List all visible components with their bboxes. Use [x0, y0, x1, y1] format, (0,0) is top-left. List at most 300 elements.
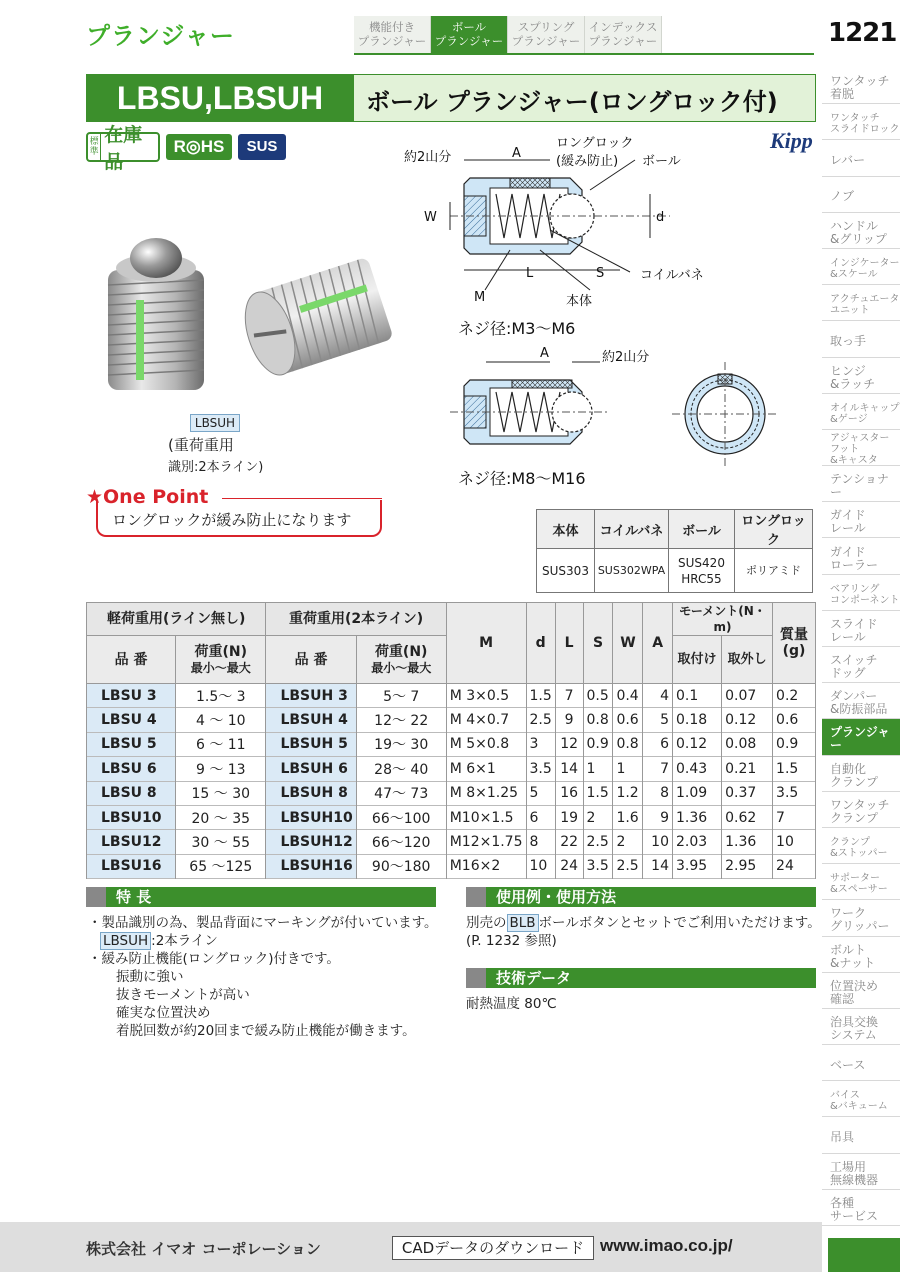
load-label: 荷重(N)	[374, 643, 428, 660]
tab-label: スプリング	[517, 20, 575, 34]
sidebar-item[interactable]	[822, 1117, 900, 1153]
spec-cell-l1: 15 〜 30	[176, 781, 266, 805]
sidebar-item-label: &スケール	[830, 269, 878, 281]
spec-row	[87, 684, 816, 708]
lbsuh-identification: 識別:2本ライン)	[168, 460, 264, 475]
spec-cell-g: 24	[773, 854, 816, 878]
col-M: M	[446, 603, 526, 684]
sidebar-item-label: クランプ	[830, 837, 870, 849]
material-header: ボール	[669, 510, 735, 549]
material-header: 本体	[537, 510, 595, 549]
features-heading: 特 長	[86, 887, 436, 907]
sidebar-item[interactable]	[822, 1154, 900, 1190]
sidebar-item-label: ワーク	[830, 906, 867, 921]
one-point-line	[222, 498, 382, 499]
material-header: ロングロック	[735, 510, 813, 549]
cad-download-link[interactable]: CADデータのダウンロード	[392, 1236, 594, 1260]
stock-badge	[86, 124, 160, 173]
sidebar-item-label: 着脱	[830, 87, 855, 102]
usage-pre: 別売の	[466, 915, 507, 931]
sidebar-item-label: ダンパー	[830, 689, 878, 704]
col-A: A	[643, 603, 673, 684]
spec-cell-S: 1	[583, 757, 613, 781]
sidebar-item[interactable]	[822, 140, 900, 176]
spec-cell-mr: 2.95	[722, 854, 773, 878]
spec-row	[87, 830, 816, 854]
material-value-ball	[669, 549, 735, 593]
sidebar-item-label: &防振部品	[830, 702, 888, 717]
spec-cell-W: 0.8	[613, 732, 643, 756]
sidebar-item-label: ガイド	[830, 508, 866, 523]
usage-body	[466, 914, 826, 950]
load-range-label: 最小〜最大	[371, 660, 432, 675]
sidebar-item-label: &ラッチ	[830, 376, 876, 391]
spec-cell-p2: LBSUH16	[266, 854, 356, 878]
usage-heading: 使用例・使用方法	[466, 887, 816, 907]
spec-cell-mt: 1.09	[673, 781, 722, 805]
sidebar-item[interactable]	[822, 828, 900, 864]
spec-cell-l2: 19〜 30	[356, 732, 446, 756]
sidebar-item[interactable]	[822, 466, 900, 502]
sidebar-item-label: ボルト	[830, 942, 867, 957]
spec-cell-mr: 0.08	[722, 732, 773, 756]
sus-badge: SUS	[238, 134, 286, 160]
sidebar-item-label: ハンドル	[830, 218, 879, 233]
sidebar-item-label: &バキューム	[830, 1101, 888, 1113]
spec-cell-mr: 0.21	[722, 757, 773, 781]
feature-line: ・製品識別の為、製品背面にマーキングが付いています。	[88, 915, 438, 931]
sidebar-item-label: プランジャー	[830, 725, 890, 753]
spec-cell-A: 14	[643, 854, 673, 878]
sidebar-item[interactable]	[822, 394, 900, 430]
sidebar-item-label: グリッパー	[830, 919, 890, 934]
spec-cell-l1: 6 〜 11	[176, 732, 266, 756]
usage-ref: (P. 1232 参照)	[466, 933, 557, 949]
technical-drawing	[400, 130, 780, 500]
tabs-underline	[354, 53, 814, 55]
spec-cell-p1: LBSU12	[87, 830, 176, 854]
label-longlock: ロングロック	[556, 136, 634, 151]
spec-cell-mr: 0.07	[722, 684, 773, 708]
sidebar-item-label: ベアリング	[830, 583, 880, 595]
tab-ball-plunger[interactable]	[431, 16, 508, 54]
spec-cell-d: 8	[526, 830, 555, 854]
spec-cell-mt: 0.18	[673, 708, 722, 732]
feature-sub: 着脱回数が約20回まで緩み防止機能が働きます。	[116, 1023, 416, 1039]
spec-cell-A: 7	[643, 757, 673, 781]
spec-cell-g: 0.9	[773, 732, 816, 756]
spec-cell-A: 5	[643, 708, 673, 732]
kipp-logo: Kipp	[770, 128, 813, 153]
sidebar-item-label: 無線機器	[830, 1172, 879, 1187]
thread-range-large: ネジ径:M8〜M16	[458, 469, 586, 488]
product-photo	[96, 230, 396, 420]
col-load-light	[176, 636, 266, 684]
sidebar-item[interactable]	[822, 321, 900, 357]
spec-cell-L: 16	[555, 781, 583, 805]
spec-cell-mr: 1.36	[722, 830, 773, 854]
sidebar-item-label: 取っ手	[830, 333, 867, 348]
spec-cell-d: 2.5	[526, 708, 555, 732]
spec-cell-p1: LBSU 4	[87, 708, 176, 732]
sidebar-item[interactable]	[822, 177, 900, 213]
spec-cell-L: 24	[555, 854, 583, 878]
sidebar-item-label: ワンタッチ	[830, 113, 880, 125]
dim-A-large: A	[540, 346, 549, 361]
spec-cell-p2: LBSUH 8	[266, 781, 356, 805]
sidebar-item[interactable]	[822, 1009, 900, 1045]
sidebar-item[interactable]	[822, 973, 900, 1009]
spec-cell-M: M 8×1.25	[446, 781, 526, 805]
sidebar-item-label: &ゲージ	[830, 413, 868, 425]
sidebar-item-label: レール	[830, 521, 866, 536]
spec-cell-L: 7	[555, 684, 583, 708]
sidebar-item-label: フット	[830, 444, 860, 456]
features-body	[88, 914, 458, 1040]
tech-text: 耐熱温度 80℃	[466, 996, 557, 1012]
spec-row	[87, 708, 816, 732]
sidebar-item-label: ベース	[830, 1057, 866, 1072]
spec-cell-p1: LBSU 6	[87, 757, 176, 781]
sidebar-item[interactable]	[822, 611, 900, 647]
col-moment-remove: 取外し	[722, 636, 773, 684]
feature-sub: 抜きモーメントが高い	[116, 987, 250, 1003]
page-number: 1221	[828, 18, 897, 48]
sidebar-item-label: ワンタッチ	[830, 74, 890, 89]
spec-cell-S: 2	[583, 805, 613, 829]
spec-cell-l2: 47〜 73	[356, 781, 446, 805]
spec-cell-S: 1.5	[583, 781, 613, 805]
sidebar-item-label: ノブ	[830, 189, 855, 204]
stock-label: 在庫品	[104, 124, 143, 173]
spec-cell-l2: 12〜 22	[356, 708, 446, 732]
spec-cell-W: 0.6	[613, 708, 643, 732]
light-load-header: 軽荷重用(ライン無し)	[87, 603, 266, 636]
spec-cell-W: 2	[613, 830, 643, 854]
category-title: プランジャー	[86, 22, 235, 50]
spec-cell-A: 8	[643, 781, 673, 805]
standard-label: 標準	[88, 134, 101, 160]
col-part-light: 品 番	[87, 636, 176, 684]
feature-sub: 確実な位置決め	[116, 1005, 211, 1021]
spec-cell-p2: LBSUH 4	[266, 708, 356, 732]
sidebar-item-label: バイス	[830, 1090, 860, 1102]
dim-thread-count-large: 約2山分	[602, 350, 650, 365]
tab-index-plunger[interactable]	[585, 16, 662, 54]
spec-cell-g: 3.5	[773, 781, 816, 805]
usage-post: ボールボタンとセットでご利用いただけます。	[538, 915, 821, 931]
spec-cell-mr: 0.37	[722, 781, 773, 805]
sidebar-item[interactable]	[822, 937, 900, 973]
spec-cell-W: 2.5	[613, 854, 643, 878]
feature-line: ・緩み防止機能(ロングロック)付きです。	[88, 951, 340, 967]
spec-cell-L: 19	[555, 805, 583, 829]
sidebar-item-label: &スペーサー	[830, 884, 888, 896]
spec-row	[87, 732, 816, 756]
sidebar-item-label: クランプ	[830, 810, 879, 825]
sidebar-item[interactable]	[822, 575, 900, 611]
sidebar-item[interactable]	[822, 285, 900, 321]
sidebar-item[interactable]	[822, 647, 900, 683]
usage-tag[interactable]: BLB	[507, 914, 539, 932]
sidebar-nav	[822, 68, 900, 1226]
col-load-heavy	[356, 636, 446, 684]
spec-cell-p2: LBSUH 6	[266, 757, 356, 781]
spec-cell-A: 4	[643, 684, 673, 708]
sidebar-item[interactable]	[822, 756, 900, 792]
spec-cell-M: M12×1.75	[446, 830, 526, 854]
mass-label: 質量	[780, 627, 809, 643]
spec-cell-g: 0.6	[773, 708, 816, 732]
sidebar-bottom-block	[828, 1238, 900, 1272]
col-L: L	[555, 603, 583, 684]
spec-cell-mt: 0.43	[673, 757, 722, 781]
spec-cell-d: 3	[526, 732, 555, 756]
mass-unit: (g)	[782, 643, 806, 659]
company-logo: 株式会社 イマオ コーポレーション	[86, 1240, 321, 1258]
spec-cell-l2: 66〜100	[356, 805, 446, 829]
spec-cell-l2: 90〜180	[356, 854, 446, 878]
lbsuh-tag: LBSUH	[190, 414, 240, 432]
material-value: SUS303	[537, 549, 595, 593]
sidebar-item[interactable]	[822, 502, 900, 538]
drawing-small	[450, 160, 670, 290]
sidebar-item-label: 工場用	[830, 1159, 867, 1174]
spec-cell-W: 1	[613, 757, 643, 781]
spec-cell-mr: 0.12	[722, 708, 773, 732]
sidebar-item-label: システム	[830, 1027, 877, 1042]
sidebar-item-label: 治具交換	[830, 1014, 879, 1029]
sidebar-item[interactable]	[822, 1045, 900, 1081]
col-d: d	[526, 603, 555, 684]
sidebar-item[interactable]	[822, 1081, 900, 1117]
spec-cell-g: 0.2	[773, 684, 816, 708]
label-body: 本体	[566, 294, 593, 309]
feature-tag-line	[88, 932, 458, 950]
col-S: S	[583, 603, 613, 684]
tab-label: プランジャー	[434, 34, 504, 48]
spec-cell-p1: LBSU16	[87, 854, 176, 878]
tab-spring-plunger[interactable]	[508, 16, 585, 54]
label-ball: ボール	[642, 154, 681, 169]
sidebar-item-label: &キャスタ	[830, 455, 878, 467]
tab-functional-plunger[interactable]	[354, 16, 431, 54]
category-tabs	[354, 16, 662, 54]
sidebar-item-label: &ストッパー	[830, 848, 888, 860]
rohs-badge: R◎HS	[166, 134, 232, 160]
spec-cell-A: 10	[643, 830, 673, 854]
usage-line	[466, 914, 826, 932]
spec-cell-A: 9	[643, 805, 673, 829]
sidebar-item-label: レバー	[830, 152, 866, 167]
sidebar-item[interactable]	[822, 249, 900, 285]
drawing-large	[450, 362, 778, 466]
sidebar-item-label: サポーター	[830, 873, 880, 885]
spec-cell-p2: LBSUH 5	[266, 732, 356, 756]
spec-cell-M: M10×1.5	[446, 805, 526, 829]
sidebar-item-label: 吊具	[830, 1130, 855, 1145]
sidebar-item[interactable]	[822, 538, 900, 574]
spec-cell-l2: 28〜 40	[356, 757, 446, 781]
spec-row	[87, 805, 816, 829]
sidebar-item-label: ローラー	[830, 557, 879, 572]
spec-cell-mt: 3.95	[673, 854, 722, 878]
material-value: ポリアミド	[735, 549, 813, 593]
sidebar-item-label: テンショナー	[830, 472, 889, 500]
material-value: SUS302WPA	[595, 549, 669, 593]
spec-cell-M: M 5×0.8	[446, 732, 526, 756]
sidebar-item[interactable]	[822, 719, 900, 755]
sidebar-item-label: コンポーネント	[830, 594, 900, 606]
tab-label: インデックス	[588, 20, 658, 34]
spec-cell-l1: 4 〜 10	[176, 708, 266, 732]
spec-cell-mt: 2.03	[673, 830, 722, 854]
feature-tag-suffix: :2本ライン	[151, 933, 218, 949]
sidebar-item[interactable]	[822, 104, 900, 140]
sidebar-item-label: ユニット	[830, 305, 870, 317]
col-moment-mount: 取付け	[673, 636, 722, 684]
spec-row	[87, 781, 816, 805]
load-label: 荷重(N)	[194, 643, 248, 660]
sidebar-item[interactable]	[822, 213, 900, 249]
sidebar-item-label: クランプ	[830, 774, 879, 789]
dim-W: W	[424, 210, 437, 225]
spec-cell-M: M16×2	[446, 854, 526, 878]
sidebar-item-label: 確認	[830, 991, 855, 1006]
sidebar-item-label: &ナット	[830, 955, 876, 970]
sidebar-item-label: オイルキャップ	[830, 402, 900, 414]
sidebar-item[interactable]	[822, 683, 900, 719]
sidebar-item-label: 自動化	[830, 761, 867, 776]
spec-cell-p1: LBSU 3	[87, 684, 176, 708]
spec-cell-S: 0.9	[583, 732, 613, 756]
spec-cell-W: 1.6	[613, 805, 643, 829]
sidebar-item[interactable]	[822, 900, 900, 936]
spec-cell-g: 1.5	[773, 757, 816, 781]
ball-material: SUS420	[678, 555, 725, 570]
sidebar-item[interactable]	[822, 1190, 900, 1226]
tab-label: 機能付き	[369, 20, 415, 34]
sidebar-item-label: アクチュエータ	[830, 294, 900, 306]
material-header: コイルバネ	[595, 510, 669, 549]
dim-A: A	[512, 146, 521, 161]
spec-cell-g: 7	[773, 805, 816, 829]
dim-thread-count: 約2山分	[404, 150, 452, 165]
product-code: LBSU,LBSUH	[86, 74, 354, 122]
spec-cell-l1: 20 〜 35	[176, 805, 266, 829]
sidebar-item-label: ドッグ	[830, 666, 866, 681]
feature-tag: LBSUH	[100, 932, 151, 950]
spec-cell-S: 2.5	[583, 830, 613, 854]
tab-label: ボール	[451, 20, 487, 34]
sidebar-item[interactable]	[822, 792, 900, 828]
thread-range-small: ネジ径:M3〜M6	[458, 319, 576, 338]
spec-cell-d: 5	[526, 781, 555, 805]
sidebar-item[interactable]	[822, 430, 900, 466]
sidebar-item-label: スライドロック	[830, 124, 900, 136]
sidebar-item-label: ワンタッチ	[830, 797, 890, 812]
spec-cell-W: 0.4	[613, 684, 643, 708]
spec-row	[87, 757, 816, 781]
spec-cell-l1: 30 〜 55	[176, 830, 266, 854]
website-link[interactable]: www.imao.co.jp/	[600, 1236, 733, 1255]
sidebar-item-label: &グリップ	[830, 231, 887, 246]
sidebar-item[interactable]	[822, 68, 900, 104]
product-name: ボール プランジャー(ロングロック付)	[366, 88, 778, 116]
spec-cell-d: 1.5	[526, 684, 555, 708]
spec-cell-mt: 1.36	[673, 805, 722, 829]
spec-cell-d: 3.5	[526, 757, 555, 781]
col-part-heavy: 品 番	[266, 636, 356, 684]
sidebar-item-label: スイッチ	[830, 653, 878, 668]
spec-cell-mt: 0.12	[673, 732, 722, 756]
spec-table	[86, 602, 816, 879]
load-range-label: 最小〜最大	[190, 660, 251, 675]
col-moment: モーメント(N・m)	[673, 603, 773, 636]
tab-label: プランジャー	[357, 34, 427, 48]
spec-cell-M: M 3×0.5	[446, 684, 526, 708]
sidebar-item-label: 各種	[830, 1195, 855, 1210]
tab-label: プランジャー	[588, 34, 658, 48]
sidebar-item[interactable]	[822, 358, 900, 394]
sidebar-item-label: スライド	[830, 616, 878, 631]
spec-cell-p2: LBSUH 3	[266, 684, 356, 708]
sidebar-item-label: インジケーター	[830, 258, 900, 270]
sidebar-item-label: レール	[830, 629, 866, 644]
spec-cell-d: 10	[526, 854, 555, 878]
spec-cell-l1: 65 〜125	[176, 854, 266, 878]
spec-cell-M: M 6×1	[446, 757, 526, 781]
spec-cell-S: 3.5	[583, 854, 613, 878]
dim-S: S	[596, 266, 605, 281]
spec-cell-l2: 66〜120	[356, 830, 446, 854]
sidebar-item-label: 位置決め	[830, 978, 879, 993]
spec-cell-L: 9	[555, 708, 583, 732]
lbsuh-description: (重荷重用	[168, 436, 234, 454]
spec-cell-M: M 4×0.7	[446, 708, 526, 732]
ball-hardness: HRC55	[681, 571, 722, 586]
dim-d: d	[656, 210, 665, 225]
tab-label: プランジャー	[511, 34, 581, 48]
sidebar-item-label: ヒンジ	[830, 363, 866, 378]
sidebar-item-label: アジャスター	[830, 433, 890, 445]
spec-cell-p1: LBSU10	[87, 805, 176, 829]
spec-cell-l1: 9 〜 13	[176, 757, 266, 781]
one-point-text: ロングロックが緩み防止になります	[112, 511, 352, 529]
label-coil-spring: コイルバネ	[640, 268, 704, 283]
spec-cell-L: 14	[555, 757, 583, 781]
spec-cell-p1: LBSU 8	[87, 781, 176, 805]
sidebar-item-label: サービス	[830, 1208, 879, 1223]
col-mass	[773, 603, 816, 684]
spec-cell-W: 1.2	[613, 781, 643, 805]
dim-L: L	[526, 266, 534, 281]
sidebar-item-label: ガイド	[830, 544, 866, 559]
sidebar-item[interactable]	[822, 864, 900, 900]
feature-sub: 振動に強い	[116, 969, 184, 985]
spec-cell-p2: LBSUH12	[266, 830, 356, 854]
spec-table-body	[87, 684, 816, 879]
spec-cell-S: 0.8	[583, 708, 613, 732]
spec-cell-p1: LBSU 5	[87, 732, 176, 756]
heavy-load-header: 重荷重用(2本ライン)	[266, 603, 446, 636]
spec-cell-d: 6	[526, 805, 555, 829]
dim-M: M	[474, 290, 486, 305]
one-point-title: ★One Point	[86, 486, 209, 508]
spec-cell-l1: 1.5〜 3	[176, 684, 266, 708]
spec-cell-A: 6	[643, 732, 673, 756]
spec-cell-L: 12	[555, 732, 583, 756]
